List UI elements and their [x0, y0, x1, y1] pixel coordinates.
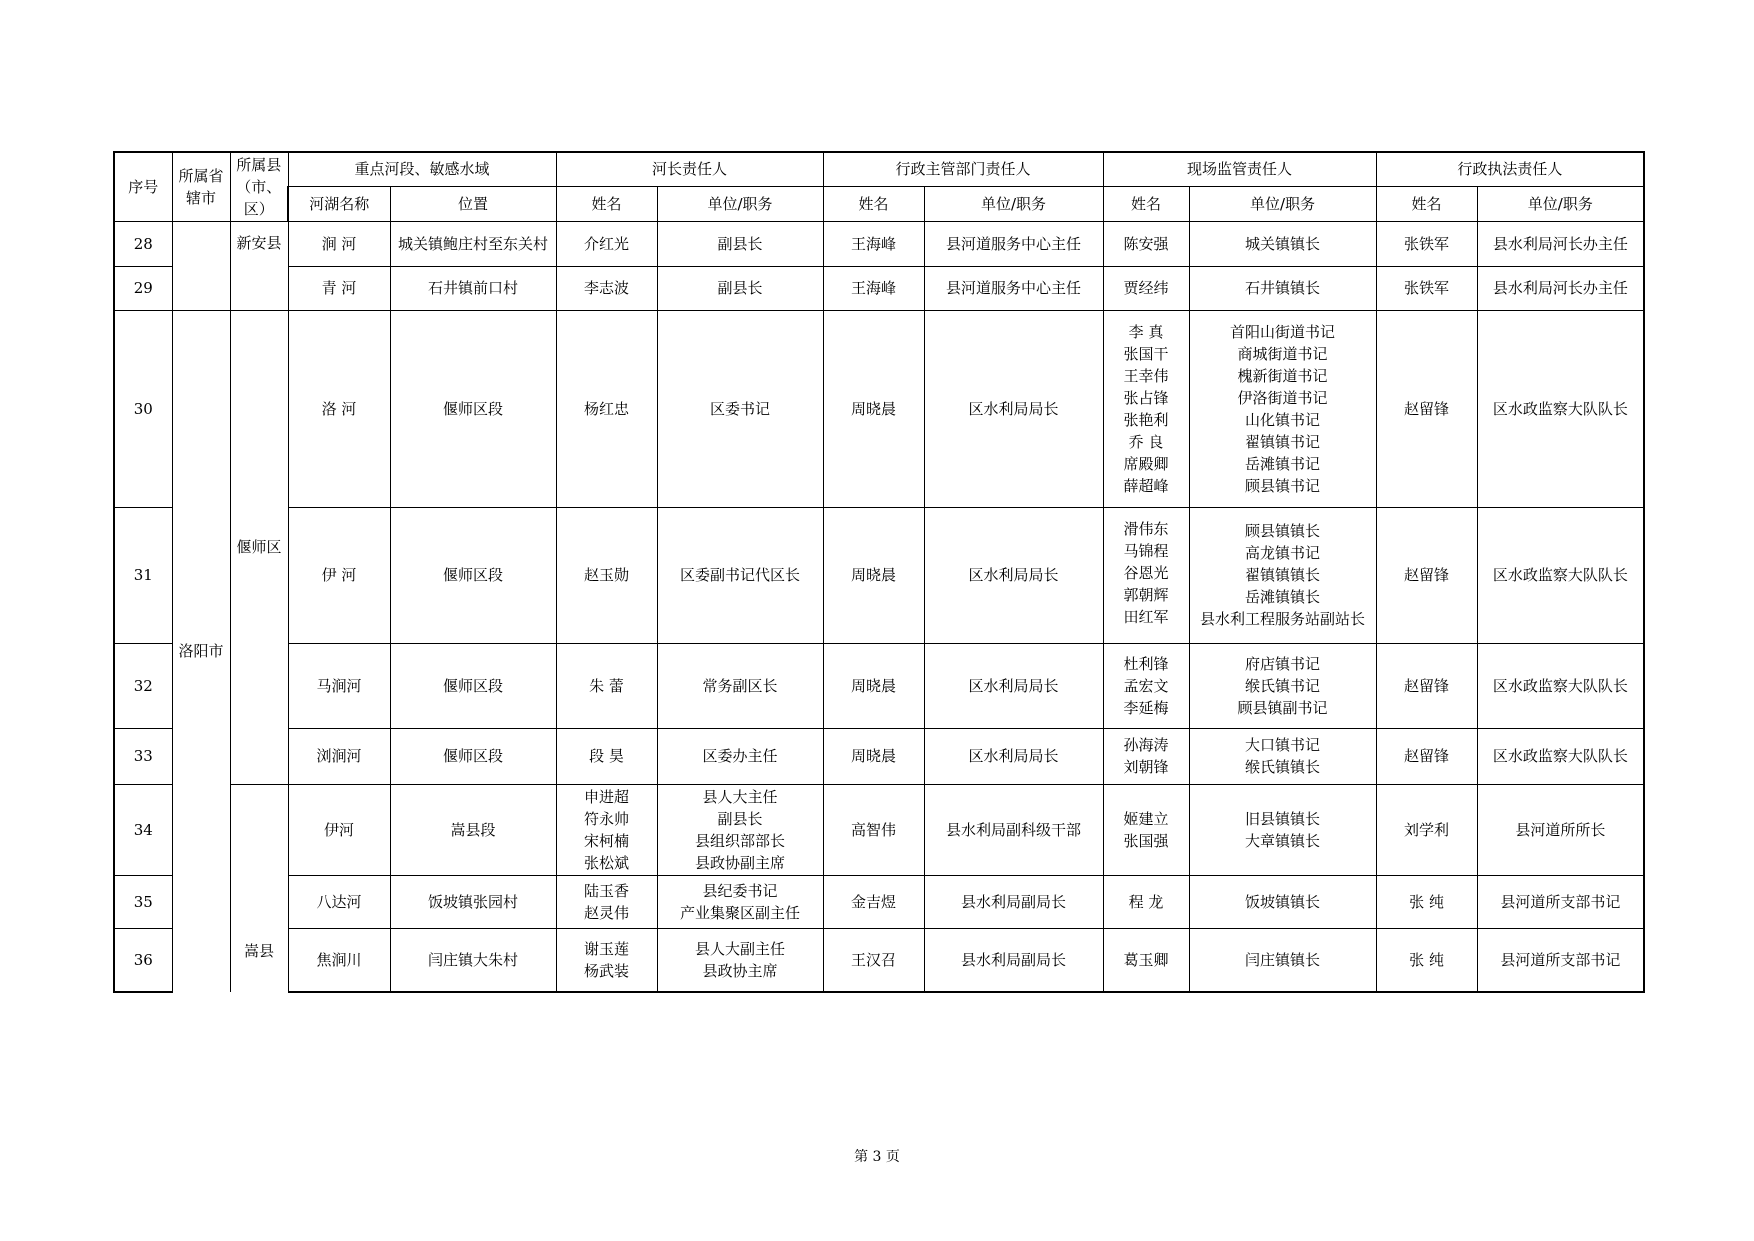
river-cell: 青 河: [288, 266, 390, 310]
site-name-cell: 程 龙: [1103, 875, 1189, 928]
admin-name-cell: 周晓晨: [823, 728, 924, 784]
county-cell: [230, 221, 288, 310]
site-name: 田红军: [1123, 607, 1169, 626]
admin-duty-cell: 区水利局局长: [924, 728, 1103, 784]
county-label: 新安县: [236, 233, 282, 252]
city-cell-empty: [172, 221, 230, 310]
location-cell: 偃师区段: [390, 643, 556, 728]
law-name-cell: 张 纯: [1376, 928, 1477, 992]
admin-duty-cell: 县水利局副局长: [924, 875, 1103, 928]
site-duty-cell: [1189, 784, 1376, 875]
site-duty: 翟镇镇书记: [1245, 432, 1321, 451]
location-cell: 饭坡镇张园村: [390, 875, 556, 928]
river-cell: 伊河: [288, 784, 390, 875]
site-name: 张艳利: [1123, 410, 1169, 429]
chief-duty-cell: [657, 928, 823, 992]
header-law-duty: 单位/职务: [1477, 186, 1644, 221]
site-name: 滑伟东: [1123, 519, 1169, 538]
law-duty-cell: 县水利局河长办主任: [1477, 266, 1644, 310]
site-name: 姬建立: [1123, 809, 1169, 828]
admin-name-cell: 周晓晨: [823, 310, 924, 507]
site-name-cell: [1103, 507, 1189, 643]
site-name-cell: [1103, 728, 1189, 784]
admin-duty-cell: 区水利局局长: [924, 310, 1103, 507]
header-river-chief: 河长责任人: [556, 152, 823, 186]
site-name: 李 真: [1128, 322, 1164, 341]
location-cell: 石井镇前口村: [390, 266, 556, 310]
site-duty: 顾县镇副书记: [1237, 698, 1328, 717]
header-site-supervision: 现场监管责任人: [1103, 152, 1376, 186]
chief-duty: 县政协主席: [702, 961, 778, 980]
site-duty-cell: 饭坡镇镇长: [1189, 875, 1376, 928]
site-duty: 山化镇书记: [1245, 410, 1321, 429]
chief-name: 宋柯楠: [584, 831, 630, 850]
city-label: 洛阳市: [178, 642, 224, 661]
site-duty: 顾县镇镇长: [1245, 522, 1321, 540]
chief-name-cell: 介红光: [556, 221, 657, 266]
site-duty: 槐新街道书记: [1237, 366, 1328, 385]
site-duty: 顾县镇书记: [1245, 476, 1321, 495]
river-cell: 八达河: [288, 875, 390, 928]
chief-duty: 县政协副主席: [695, 853, 786, 872]
law-duty-cell: 区水政监察大队队长: [1477, 507, 1644, 643]
site-duty: 大章镇镇长: [1245, 831, 1321, 850]
city-cell: [172, 310, 230, 992]
admin-duty-cell: 县水利局副科级干部: [924, 784, 1103, 875]
seq-cell: 34: [114, 784, 172, 875]
table-row: [114, 310, 1644, 507]
admin-name-cell: 周晓晨: [823, 643, 924, 728]
river-cell: 洛 河: [288, 310, 390, 507]
seq-cell: 29: [114, 266, 172, 310]
site-duty: 县水利工程服务站副站长: [1200, 610, 1366, 628]
table-row: [114, 507, 1644, 643]
river-cell: 浏涧河: [288, 728, 390, 784]
admin-duty-cell: 县河道服务中心主任: [924, 266, 1103, 310]
river-cell: 伊 河: [288, 507, 390, 643]
admin-name-cell: 王海峰: [823, 266, 924, 310]
admin-name-cell: 王海峰: [823, 221, 924, 266]
admin-name-cell: 金吉煜: [823, 875, 924, 928]
header-law-name: 姓名: [1376, 186, 1477, 221]
site-name-cell: [1103, 784, 1189, 875]
chief-name: 申进超: [584, 787, 630, 806]
seq-cell: 36: [114, 928, 172, 992]
site-name-cell: [1103, 643, 1189, 728]
header-admin-name: 姓名: [823, 186, 924, 221]
law-name-cell: 张铁军: [1376, 266, 1477, 310]
site-name: 马锦程: [1123, 541, 1169, 560]
law-name-cell: 刘学利: [1376, 784, 1477, 875]
law-duty-cell: 县河道所支部书记: [1477, 928, 1644, 992]
chief-duty: 副县长: [717, 809, 763, 828]
river-cell: 马涧河: [288, 643, 390, 728]
site-duty-cell: [1189, 310, 1376, 507]
county-label: 嵩县: [243, 941, 274, 960]
header-city: 所属省辖市: [172, 152, 230, 221]
site-duty: 缑氏镇书记: [1245, 676, 1321, 695]
seq-cell: 30: [114, 310, 172, 507]
law-duty-cell: 县河道所支部书记: [1477, 875, 1644, 928]
seq-cell: 28: [114, 221, 172, 266]
header-law-enforcement: 行政执法责任人: [1376, 152, 1644, 186]
law-duty-cell: 县河道所所长: [1477, 784, 1644, 875]
header-admin-dept: 行政主管部门责任人: [823, 152, 1103, 186]
chief-name-cell: 赵玉勋: [556, 507, 657, 643]
site-name: 刘朝锋: [1123, 758, 1169, 776]
chief-name-cell: 李志波: [556, 266, 657, 310]
site-duty-cell: 城关镇镇长: [1189, 221, 1376, 266]
county-cell: [230, 784, 288, 992]
admin-duty-cell: 县河道服务中心主任: [924, 221, 1103, 266]
admin-name-cell: 高智伟: [823, 784, 924, 875]
site-duty: 翟镇镇镇长: [1245, 566, 1321, 584]
location-cell: 嵩县段: [390, 784, 556, 875]
county-cell: [230, 310, 288, 784]
law-name-cell: 张 纯: [1376, 875, 1477, 928]
chief-duty: 县组织部部长: [695, 831, 786, 850]
site-duty-cell: 闫庄镇镇长: [1189, 928, 1376, 992]
site-duty: 大口镇书记: [1245, 736, 1321, 754]
header-river-name: 河湖名称: [288, 186, 390, 221]
site-name: 薛超峰: [1123, 476, 1169, 495]
site-name-cell: 陈安强: [1103, 221, 1189, 266]
site-duty: 首阳山街道书记: [1230, 322, 1336, 341]
law-name-cell: 赵留锋: [1376, 643, 1477, 728]
law-name-cell: 张铁军: [1376, 221, 1477, 266]
header-admin-duty: 单位/职务: [924, 186, 1103, 221]
site-duty-cell: [1189, 507, 1376, 643]
chief-duty-cell: [657, 875, 823, 928]
site-duty: 旧县镇镇长: [1245, 809, 1321, 828]
chief-name-cell: [556, 784, 657, 875]
site-name-cell: [1103, 310, 1189, 507]
site-name: 席殿卿: [1123, 454, 1169, 473]
site-duty: 商城街道书记: [1237, 344, 1328, 363]
chief-duty: 县纪委书记: [702, 881, 778, 900]
site-duty: 高龙镇书记: [1245, 544, 1321, 562]
chief-duty: 产业集聚区副主任: [680, 903, 801, 922]
site-duty: 岳滩镇书记: [1245, 454, 1321, 473]
chief-name: 杨武装: [584, 961, 630, 980]
chief-duty-cell: [657, 784, 823, 875]
chief-name-cell: 朱 蕾: [556, 643, 657, 728]
site-name: 孟宏文: [1123, 676, 1169, 695]
chief-name: 陆玉香: [584, 881, 630, 900]
site-duty: 府店镇书记: [1245, 654, 1321, 673]
seq-cell: 32: [114, 643, 172, 728]
site-name: 李延梅: [1123, 698, 1169, 717]
chief-duty-cell: 区委书记: [657, 310, 823, 507]
chief-name: 谢玉莲: [584, 939, 630, 958]
header-location: 位置: [390, 186, 556, 221]
location-cell: 偃师区段: [390, 310, 556, 507]
chief-name-cell: [556, 875, 657, 928]
table-row: [114, 875, 1644, 928]
chief-duty: 县人大主任: [702, 787, 778, 806]
river-cell: 涧 河: [288, 221, 390, 266]
law-duty-cell: 区水政监察大队队长: [1477, 310, 1644, 507]
law-duty-cell: 区水政监察大队队长: [1477, 728, 1644, 784]
chief-name: 符永帅: [584, 809, 630, 828]
header-key-section: 重点河段、敏感水域: [288, 152, 556, 186]
law-duty-cell: 区水政监察大队队长: [1477, 643, 1644, 728]
site-duty-cell: 石井镇镇长: [1189, 266, 1376, 310]
header-county: 所属县（市、区）: [230, 152, 288, 221]
site-name: 孙海涛: [1123, 736, 1169, 754]
seq-cell: 31: [114, 507, 172, 643]
header-site-name: 姓名: [1103, 186, 1189, 221]
seq-cell: 33: [114, 728, 172, 784]
site-name: 杜利锋: [1123, 654, 1169, 673]
table-row: [114, 928, 1644, 992]
admin-duty-cell: 区水利局局长: [924, 643, 1103, 728]
site-duty: 伊洛街道书记: [1237, 388, 1328, 407]
chief-duty-cell: 区委办主任: [657, 728, 823, 784]
header-chief-name: 姓名: [556, 186, 657, 221]
chief-duty-cell: 区委副书记代区长: [657, 507, 823, 643]
law-duty-cell: 县水利局河长办主任: [1477, 221, 1644, 266]
location-cell: 偃师区段: [390, 728, 556, 784]
seq-cell: 35: [114, 875, 172, 928]
site-name: 乔 良: [1128, 432, 1164, 451]
river-cell: 焦涧川: [288, 928, 390, 992]
chief-duty-cell: 副县长: [657, 221, 823, 266]
site-name-cell: 贾经纬: [1103, 266, 1189, 310]
chief-duty: 县人大副主任: [695, 939, 786, 958]
admin-name-cell: 周晓晨: [823, 507, 924, 643]
law-name-cell: 赵留锋: [1376, 310, 1477, 507]
responsibility-table: [113, 151, 1645, 993]
admin-duty-cell: 县水利局副局长: [924, 928, 1103, 992]
chief-duty-cell: 常务副区长: [657, 643, 823, 728]
admin-duty-cell: 区水利局局长: [924, 507, 1103, 643]
site-name: 王幸伟: [1123, 366, 1169, 385]
header-site-duty: 单位/职务: [1189, 186, 1376, 221]
chief-name-cell: 杨红忠: [556, 310, 657, 507]
site-duty: 岳滩镇镇长: [1245, 588, 1321, 606]
table-row: [114, 221, 1644, 266]
page-number: 第 3 页: [854, 1149, 900, 1165]
table-row: [114, 784, 1644, 875]
chief-name-cell: 段 昊: [556, 728, 657, 784]
chief-name: 张松斌: [584, 853, 630, 872]
chief-name: 赵灵伟: [584, 903, 630, 922]
site-duty: 缑氏镇镇长: [1245, 758, 1321, 776]
law-name-cell: 赵留锋: [1376, 728, 1477, 784]
admin-name-cell: 王汉召: [823, 928, 924, 992]
table-row: [114, 728, 1644, 784]
location-cell: 偃师区段: [390, 507, 556, 643]
law-name-cell: 赵留锋: [1376, 507, 1477, 643]
site-name: 张占锋: [1123, 388, 1169, 407]
header-chief-duty: 单位/职务: [657, 186, 823, 221]
location-cell: 城关镇鲍庄村至东关村: [390, 221, 556, 266]
site-duty-cell: [1189, 728, 1376, 784]
chief-duty-cell: 副县长: [657, 266, 823, 310]
site-name: 张国强: [1123, 831, 1169, 850]
site-name-cell: 葛玉卿: [1103, 928, 1189, 992]
header-seq: 序号: [114, 152, 172, 221]
site-name: 谷恩光: [1123, 563, 1169, 582]
site-duty-cell: [1189, 643, 1376, 728]
table-row: [114, 266, 1644, 310]
site-name: 郭朝辉: [1123, 585, 1169, 604]
county-label: 偃师区: [236, 538, 282, 556]
table-row: [114, 643, 1644, 728]
chief-name-cell: [556, 928, 657, 992]
location-cell: 闫庄镇大朱村: [390, 928, 556, 992]
site-name: 张国干: [1123, 344, 1169, 363]
